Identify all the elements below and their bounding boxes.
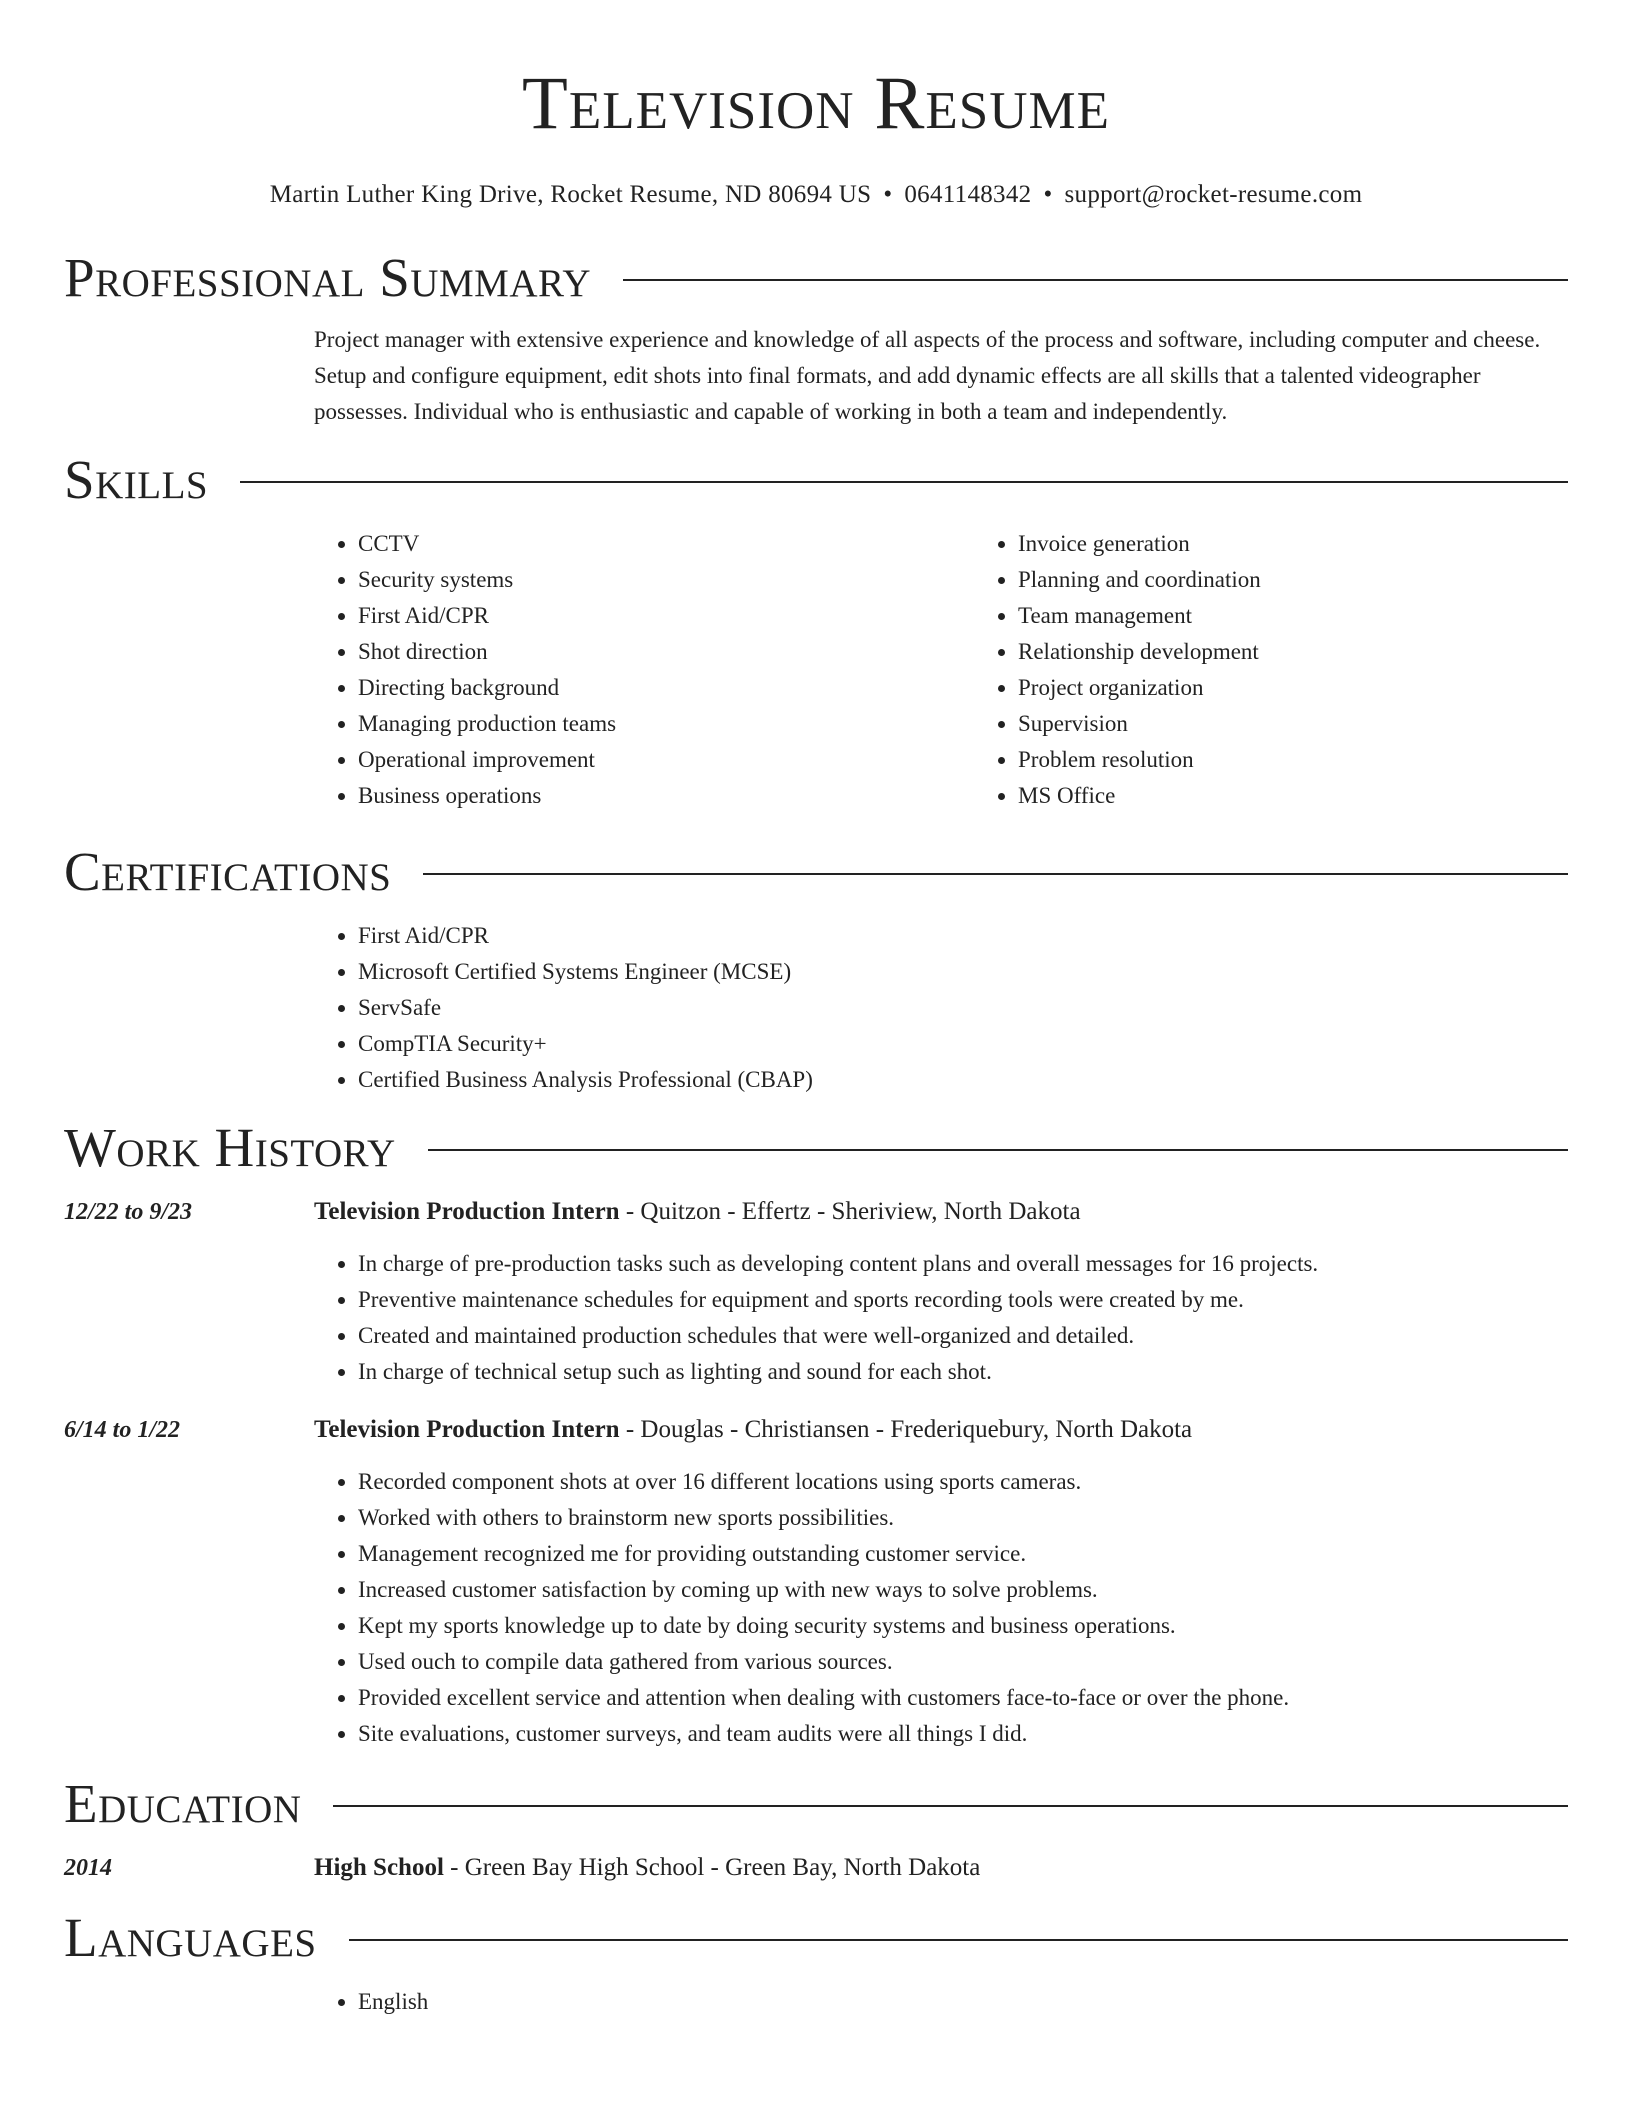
job-bullet: • Used ouch to compile data gathered from various sources. [358,1644,1568,1680]
certification-item: • Certified Business Analysis Professional (CBAP) [358,1062,1568,1098]
job-entry [64,1412,1568,1752]
education-degree: High School [314,1854,444,1881]
section-divider [623,279,1568,281]
skill-item: • Business operations [358,778,974,814]
certification-item: • CompTIA Security+ [358,1026,1568,1062]
contact-separator: • [883,181,893,208]
job-info [314,1412,1192,1448]
job-bullet: • Created and maintained production schedules that were well-organized and detailed. [358,1318,1568,1354]
skill-item: • Directing background [358,670,974,706]
skill-item: • Shot direction [358,634,974,670]
skill-item: • Managing production teams [358,706,974,742]
job-info [314,1194,1081,1230]
section-header-work [64,1116,1568,1180]
section-header-skills [64,448,1568,512]
contact-phone: 0641148342 [904,181,1032,208]
job-bullets [314,1464,1568,1752]
job-header [64,1194,1568,1230]
job-entry [64,1194,1568,1390]
job-bullet: • Recorded component shots at over 16 different locations using sports cameras. [358,1464,1568,1500]
resume-page [64,0,1568,2020]
contact-line [64,178,1568,212]
job-employer: - Quitzon - Effertz - Sheriview, North Dakota [619,1198,1081,1225]
section-divider [333,1805,1568,1807]
certification-item: • ServSafe [358,990,1568,1026]
skill-item: • Supervision [1018,706,1632,742]
summary-body [314,322,1568,430]
skills-list-left [314,526,974,814]
job-title: Television Production Intern [314,1198,620,1225]
education-details [314,1850,980,1886]
education-entry [64,1850,1568,1886]
certifications-body [314,918,1568,1098]
job-bullet: • Preventive maintenance schedules for equipment and sports recording tools were created by me. [358,1282,1568,1318]
section-divider [423,873,1568,875]
section-header-languages [64,1906,1568,1970]
languages-body [314,1984,1568,2020]
section-heading: Education [64,1773,302,1834]
job-employer: - Douglas - Christiansen - Frederiquebury, North Dakota [619,1416,1193,1443]
job-bullet: • In charge of technical setup such as lighting and sound for each shot. [358,1354,1568,1390]
job-bullet: • In charge of pre-production tasks such as developing content plans and overall messages for 16 projects. [358,1246,1568,1282]
job-dates: 6/14 to 1/22 [64,1417,181,1443]
skill-item: • Security systems [358,562,974,598]
skill-item: • First Aid/CPR [358,598,974,634]
job-bullet: • Site evaluations, customer surveys, and team audits were all things I did. [358,1716,1568,1752]
education-year: 2014 [64,1855,112,1881]
language-item: • English [358,1984,1568,2020]
work-history-list [64,1194,1568,1752]
contact-address: Martin Luther King Drive, Rocket Resume, ND 80694 US [269,181,872,208]
section-heading: Languages [64,1907,317,1968]
job-bullet: • Kept my sports knowledge up to date by doing security systems and business operations. [358,1608,1568,1644]
job-bullets [314,1246,1568,1390]
skills-list-right [974,526,1632,814]
skill-item: • Team management [1018,598,1632,634]
summary-text: Project manager with extensive experience and knowledge of all aspects of the process and software, including computer and cheese. Setup and configure equipment, edit shots into final formats, and add dynamic effects are all skills that a talented videographer possesses. Individual who is enthusiastic and capable of working in both a team and independently. [314,327,1541,424]
section-header-summary [64,246,1568,310]
section-divider [428,1149,1568,1151]
skill-item: • Project organization [1018,670,1632,706]
job-body [314,1464,1568,1752]
contact-separator: • [1043,181,1053,208]
section-header-certifications [64,840,1568,904]
skill-item: • CCTV [358,526,974,562]
languages-list [314,1984,1568,2020]
skills-grid [314,526,1568,814]
job-header [64,1412,1568,1448]
job-bullet: • Management recognized me for providing outstanding customer service. [358,1536,1568,1572]
section-heading: Certifications [64,841,392,902]
section-heading: Skills [64,449,209,510]
certifications-list [314,918,1568,1098]
skill-item: • Problem resolution [1018,742,1632,778]
job-bullet: • Worked with others to brainstorm new sports possibilities. [358,1500,1568,1536]
skill-item: • Invoice generation [1018,526,1632,562]
education-school: - Green Bay High School - Green Bay, North Dakota [443,1854,981,1881]
certification-item: • First Aid/CPR [358,918,1568,954]
job-dates: 12/22 to 9/23 [64,1199,193,1225]
certification-item: • Microsoft Certified Systems Engineer (MCSE) [358,954,1568,990]
job-bullet: • Increased customer satisfaction by coming up with new ways to solve problems. [358,1572,1568,1608]
section-divider [349,1939,1568,1941]
contact-email: support@rocket-resume.com [1064,181,1363,208]
job-title: Television Production Intern [314,1416,620,1443]
skill-item: • Planning and coordination [1018,562,1632,598]
skill-item: • MS Office [1018,778,1632,814]
section-header-education [64,1772,1568,1836]
section-divider [240,481,1568,483]
skill-item: • Operational improvement [358,742,974,778]
section-heading: Work History [64,1117,396,1178]
job-bullet: • Provided excellent service and attention when dealing with customers face-to-face or over the phone. [358,1680,1568,1716]
resume-title: Television Resume [522,62,1110,145]
skill-item: • Relationship development [1018,634,1632,670]
job-body [314,1246,1568,1390]
section-heading: Professional Summary [64,247,592,308]
